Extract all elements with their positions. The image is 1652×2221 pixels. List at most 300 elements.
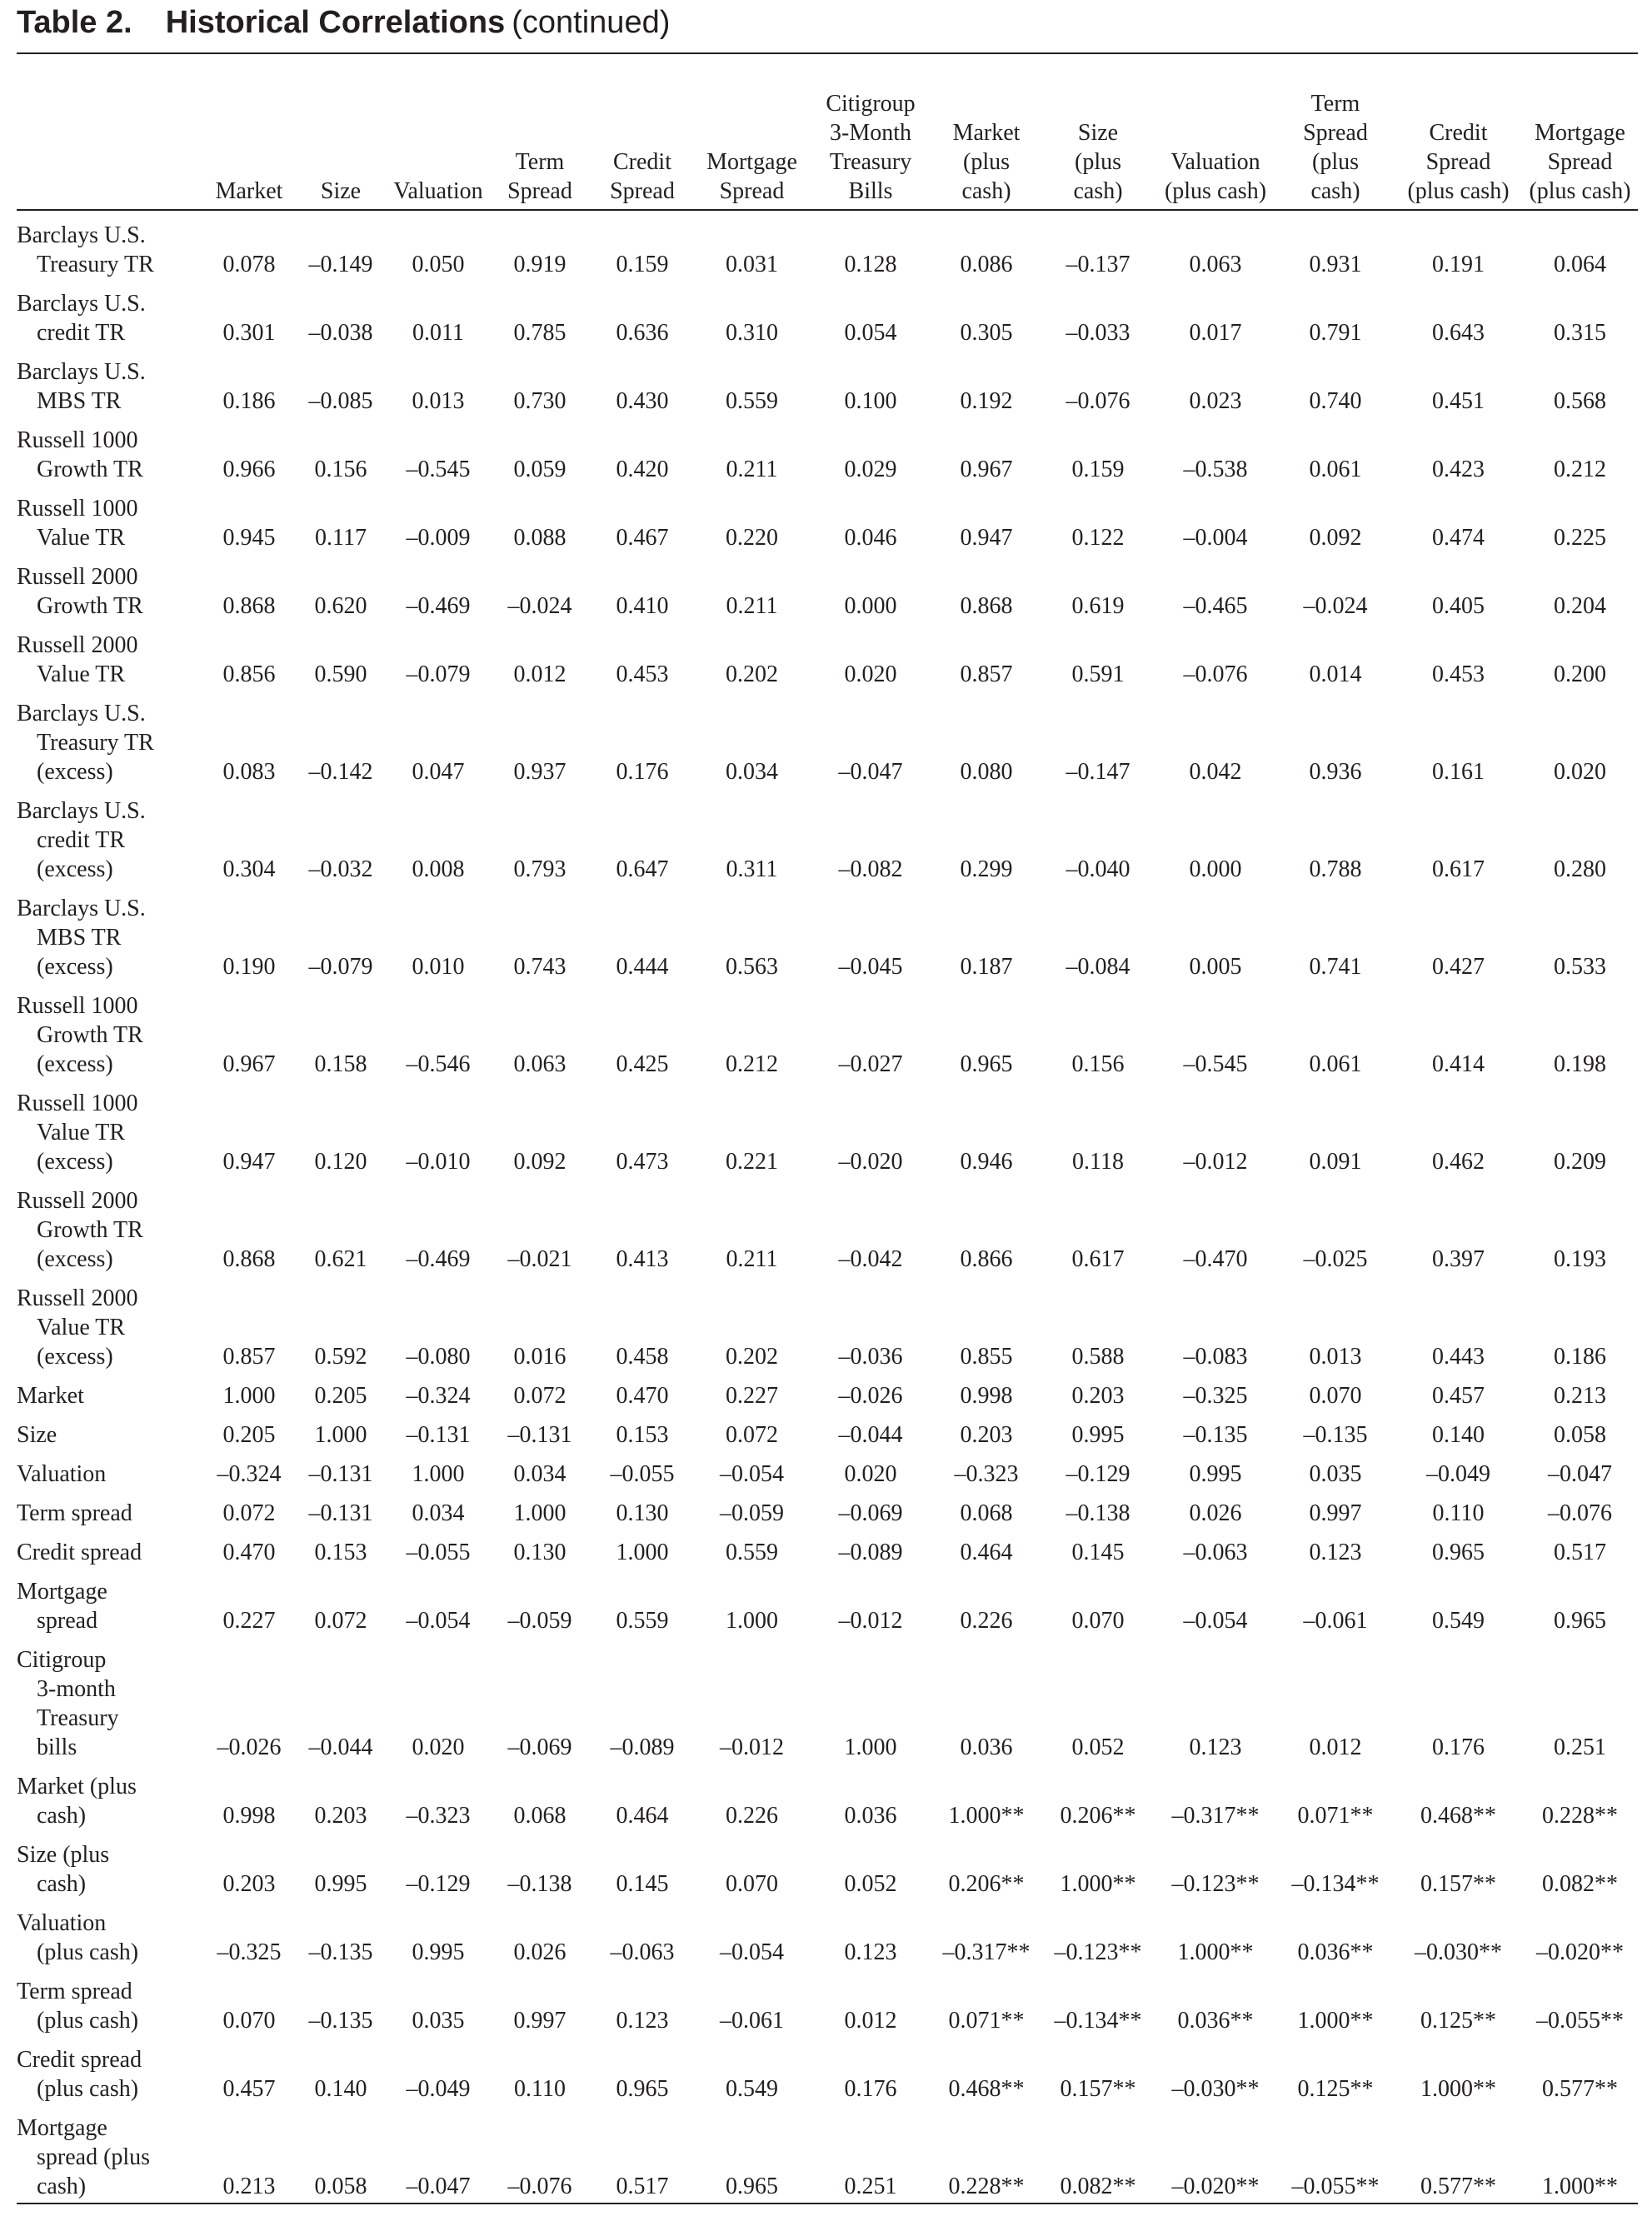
row-label: Russell 2000 Growth TR (excess) <box>17 1188 143 1272</box>
correlation-cell: –0.061 <box>1303 1608 1368 1634</box>
correlation-cell: 0.083 <box>222 759 276 785</box>
correlation-cell: 0.517 <box>591 2104 694 2204</box>
correlation-cell: –0.026 <box>838 1383 903 1409</box>
row-label: Barclays U.S. credit TR (excess) <box>17 798 146 882</box>
correlation-cell: 0.203 <box>222 1871 276 1897</box>
correlation-cell: –0.042 <box>838 1246 903 1272</box>
correlation-cell: 0.020 <box>412 1734 465 1760</box>
table-row <box>17 347 1638 416</box>
correlation-cell: 0.474 <box>1432 525 1485 551</box>
correlation-cell: 0.995 <box>314 1871 367 1897</box>
correlation-cell: 0.156 <box>314 457 367 482</box>
correlation-cell: 0.967 <box>222 1051 276 1077</box>
correlation-cell: 0.110 <box>1432 1500 1485 1526</box>
correlation-cell: –0.147 <box>1066 759 1130 785</box>
correlation-cell: 0.470 <box>222 1540 276 1565</box>
correlation-cell: –0.085 <box>308 388 373 414</box>
correlation-cell: 0.793 <box>513 856 566 882</box>
correlation-cell: 0.202 <box>726 1344 778 1370</box>
correlation-cell: 0.063 <box>1189 252 1242 277</box>
table-row <box>17 1528 1638 1567</box>
correlation-cell: 0.620 <box>314 593 367 619</box>
table-row <box>17 552 1638 621</box>
table-row <box>17 1830 1638 1899</box>
correlation-cell: –0.135 <box>308 2008 373 2034</box>
correlation-cell: –0.082 <box>838 856 903 882</box>
correlation-cell: 0.000 <box>844 593 897 619</box>
correlation-cell: 0.071** <box>1297 1803 1374 1829</box>
correlation-cell: 1.000 <box>513 1500 566 1526</box>
correlation-cell: –0.024 <box>507 593 572 619</box>
correlation-cell: –0.076 <box>489 2104 591 2204</box>
correlation-cell: 0.029 <box>844 457 897 482</box>
correlation-cell: 0.070 <box>726 1871 778 1897</box>
correlation-cell: 0.046 <box>844 525 897 551</box>
correlation-cell: 0.965 <box>694 2104 810 2204</box>
correlation-cell: 0.868 <box>222 1246 276 1272</box>
correlation-cell: 0.251 <box>1554 1734 1606 1760</box>
correlation-cell: 0.211 <box>726 593 778 619</box>
correlation-cell: 0.054 <box>844 320 897 346</box>
correlation-cell: 0.128 <box>844 252 897 277</box>
correlation-cell: 1.000** <box>1060 1871 1136 1897</box>
correlation-cell: 0.965 <box>1432 1540 1485 1565</box>
correlation-cell: 0.468** <box>1420 1803 1496 1829</box>
correlation-cell: –0.129 <box>406 1871 471 1897</box>
correlation-cell: 0.058 <box>294 2104 387 2204</box>
correlation-cell: 0.209 <box>1554 1149 1606 1175</box>
correlation-cell: –0.123** <box>1171 1871 1260 1897</box>
correlation-cell: –0.020** <box>1155 2104 1276 2204</box>
correlation-cell: 0.577** <box>1395 2104 1522 2204</box>
correlation-cell: 0.568 <box>1554 388 1606 414</box>
correlation-cell: –0.030** <box>1415 1939 1502 1965</box>
header-row <box>17 54 1638 210</box>
correlation-cell: 0.010 <box>412 954 465 980</box>
correlation-cell: –0.033 <box>1066 320 1130 346</box>
correlation-cell: 0.140 <box>1432 1422 1485 1448</box>
correlation-cell: 0.070 <box>1071 1608 1125 1634</box>
correlation-cell: 0.420 <box>616 457 669 482</box>
correlation-cell: –0.131 <box>308 1500 373 1526</box>
correlation-cell: 0.000 <box>1189 856 1242 882</box>
correlation-cell: –0.069 <box>838 1500 903 1526</box>
correlation-cell: –0.010 <box>406 1149 471 1175</box>
correlation-cell: 0.467 <box>616 525 669 551</box>
correlation-cell: 0.591 <box>1071 661 1125 687</box>
row-label: Barclays U.S. credit TR <box>17 291 146 346</box>
correlation-cell: –0.138 <box>507 1871 572 1897</box>
correlation-cell: 0.020 <box>1554 759 1606 785</box>
correlation-cell: 0.995 <box>1071 1422 1125 1448</box>
correlation-cell: 0.457 <box>222 2076 276 2102</box>
correlation-cell: 0.070 <box>222 2008 276 2034</box>
row-label: Credit spread (plus cash) <box>17 2047 142 2102</box>
correlation-cell: 0.423 <box>1432 457 1485 482</box>
correlation-cell: 0.590 <box>314 661 367 687</box>
correlation-cell: 0.204 <box>1554 593 1606 619</box>
correlation-cell: –0.047 <box>1548 1461 1612 1487</box>
correlation-cell: 0.791 <box>1309 320 1362 346</box>
correlation-cell: 0.014 <box>1309 661 1362 687</box>
correlation-cell: 0.050 <box>412 252 465 277</box>
row-label-header <box>17 54 204 210</box>
correlation-cell: 1.000** <box>1177 1939 1254 1965</box>
correlation-cell: –0.538 <box>1183 457 1248 482</box>
row-label: Size <box>17 1422 57 1448</box>
correlation-cell: 0.425 <box>616 1051 669 1077</box>
correlation-cell: 0.919 <box>513 252 566 277</box>
correlation-cell: 0.026 <box>1189 1500 1242 1526</box>
row-label: Russell 1000 Growth TR (excess) <box>17 993 143 1077</box>
correlation-cell: 0.140 <box>314 2076 367 2102</box>
correlation-cell: –0.131 <box>507 1422 572 1448</box>
correlation-cell: –0.084 <box>1066 954 1130 980</box>
correlation-cell: 0.251 <box>810 2104 931 2204</box>
correlation-cell: –0.138 <box>1066 1500 1130 1526</box>
correlation-cell: 0.176 <box>616 759 669 785</box>
correlation-cell: 0.857 <box>222 1344 276 1370</box>
column-header: Size (plus cash) <box>1041 54 1155 210</box>
correlation-cell: –0.324 <box>217 1461 282 1487</box>
correlation-cell: 0.070 <box>1309 1383 1362 1409</box>
correlation-cell: 0.206** <box>1060 1803 1136 1829</box>
correlation-cell: –0.055 <box>406 1540 471 1565</box>
correlation-cell: 0.470 <box>616 1383 669 1409</box>
table-row <box>17 2035 1638 2104</box>
correlation-cell: 0.031 <box>726 252 778 277</box>
correlation-cell: 0.008 <box>412 856 465 882</box>
row-label: Russell 2000 Value TR (excess) <box>17 1285 138 1370</box>
correlation-cell: 0.305 <box>960 320 1013 346</box>
correlation-cell: 0.013 <box>412 388 465 414</box>
correlation-cell: 0.153 <box>314 1540 367 1565</box>
correlation-cell: 0.036** <box>1177 2008 1254 2034</box>
correlation-cell: 0.034 <box>726 759 778 785</box>
correlation-cell: 0.118 <box>1072 1149 1124 1175</box>
correlation-cell: 0.947 <box>960 525 1013 551</box>
correlation-cell: 0.012 <box>513 661 566 687</box>
correlation-cell: 0.998 <box>960 1383 1013 1409</box>
correlation-cell: 0.868 <box>222 593 276 619</box>
correlation-cell: 0.058 <box>1554 1422 1606 1448</box>
correlation-cell: –0.036 <box>838 1344 903 1370</box>
correlation-cell: 0.647 <box>616 856 669 882</box>
correlation-cell: 0.936 <box>1309 759 1362 785</box>
correlation-cell: 0.410 <box>616 593 669 619</box>
correlation-cell: –0.323 <box>406 1803 471 1829</box>
correlation-cell: 0.203 <box>1071 1383 1125 1409</box>
correlation-cell: 0.740 <box>1309 388 1362 414</box>
correlation-table <box>17 54 1638 2204</box>
correlation-cell: 0.016 <box>513 1344 566 1370</box>
correlation-cell: –0.054 <box>1183 1608 1248 1634</box>
correlation-cell: 1.000** <box>1420 2076 1496 2102</box>
correlation-cell: 0.202 <box>726 661 778 687</box>
correlation-cell: 0.743 <box>513 954 566 980</box>
table-title <box>17 2 670 43</box>
column-header: Term Spread (plus cash) <box>1276 54 1395 210</box>
correlation-cell: 0.856 <box>222 661 276 687</box>
table-row <box>17 1489 1638 1528</box>
correlation-cell: –0.545 <box>406 457 471 482</box>
correlation-cell: 0.159 <box>616 252 669 277</box>
correlation-cell: 0.730 <box>513 388 566 414</box>
correlation-cell: 0.036** <box>1297 1939 1374 1965</box>
correlation-cell: 0.931 <box>1309 252 1362 277</box>
correlation-cell: 0.304 <box>222 856 276 882</box>
correlation-cell: 0.092 <box>1309 525 1362 551</box>
correlation-cell: –0.020 <box>838 1149 903 1175</box>
table-row <box>17 1274 1638 1371</box>
correlation-cell: 0.995 <box>1189 1461 1242 1487</box>
correlation-cell: –0.047 <box>387 2104 489 2204</box>
row-label: Citigroup 3-month Treasury bills <box>17 1647 119 1760</box>
correlation-cell: 0.123 <box>616 2008 669 2034</box>
correlation-cell: 0.443 <box>1432 1344 1485 1370</box>
column-header: Term Spread <box>489 54 591 210</box>
correlation-cell: 0.619 <box>1071 593 1125 619</box>
column-header: Mortgage Spread (plus cash) <box>1522 54 1638 210</box>
correlation-cell: 0.091 <box>1309 1149 1362 1175</box>
correlation-cell: 0.559 <box>726 388 778 414</box>
row-label: Russell 2000 Value TR <box>17 632 138 687</box>
correlation-cell: 0.211 <box>726 1246 778 1272</box>
correlation-cell: 0.086 <box>960 252 1013 277</box>
correlation-cell: –0.079 <box>406 661 471 687</box>
correlation-cell: 0.193 <box>1554 1246 1606 1272</box>
correlation-cell: –0.323 <box>954 1461 1019 1487</box>
correlation-cell: 0.034 <box>513 1461 566 1487</box>
correlation-cell: –0.123** <box>1054 1939 1142 1965</box>
correlation-cell: 1.000 <box>726 1608 778 1634</box>
table-row <box>17 981 1638 1079</box>
column-header: Valuation <box>387 54 489 210</box>
correlation-cell: –0.546 <box>406 1051 471 1077</box>
correlation-cell: –0.076 <box>1548 1500 1612 1526</box>
correlation-cell: 0.088 <box>513 525 566 551</box>
correlation-cell: –0.061 <box>720 2008 784 2034</box>
correlation-cell: 0.176 <box>844 2076 897 2102</box>
correlation-cell: 0.110 <box>514 2076 566 2102</box>
correlation-cell: 0.186 <box>1554 1344 1606 1370</box>
correlation-cell: 0.464 <box>960 1540 1013 1565</box>
correlation-cell: 0.643 <box>1432 320 1485 346</box>
correlation-cell: 0.013 <box>1309 1344 1362 1370</box>
correlation-cell: –0.470 <box>1183 1246 1248 1272</box>
correlation-cell: –0.469 <box>406 1246 471 1272</box>
correlation-cell: –0.009 <box>406 525 471 551</box>
column-header: Valuation (plus cash) <box>1155 54 1276 210</box>
row-label: Valuation (plus cash) <box>17 1910 139 1965</box>
table-title-suffix: (continued) <box>512 5 671 40</box>
correlation-cell: 0.563 <box>726 954 778 980</box>
table-row <box>17 416 1638 484</box>
correlation-cell: 0.017 <box>1189 320 1242 346</box>
correlation-cell: 0.035 <box>412 2008 465 2034</box>
correlation-cell: 0.965 <box>1554 1608 1606 1634</box>
correlation-cell: 0.123 <box>1309 1540 1362 1565</box>
correlation-cell: –0.044 <box>308 1734 373 1760</box>
correlation-cell: 0.157** <box>1420 1871 1496 1897</box>
correlation-cell: 0.117 <box>315 525 367 551</box>
correlation-cell: 1.000 <box>412 1461 465 1487</box>
correlation-cell: 1.000** <box>1297 2008 1374 2034</box>
correlation-cell: –0.030** <box>1171 2076 1260 2102</box>
correlation-cell: 0.080 <box>960 759 1013 785</box>
correlation-cell: 0.945 <box>222 525 276 551</box>
table-row <box>17 2104 1638 2204</box>
correlation-cell: 0.125** <box>1297 2076 1374 2102</box>
correlation-cell: –0.069 <box>507 1734 572 1760</box>
correlation-cell: 0.187 <box>960 954 1013 980</box>
correlation-cell: 0.023 <box>1189 388 1242 414</box>
correlation-cell: 0.123 <box>844 1939 897 1965</box>
correlation-cell: 0.012 <box>1309 1734 1362 1760</box>
correlation-cell: 0.213 <box>204 2104 294 2204</box>
correlation-cell: –0.026 <box>217 1734 282 1760</box>
correlation-cell: 0.130 <box>513 1540 566 1565</box>
table-title-main: Historical Correlations <box>165 5 506 40</box>
table-row <box>17 1635 1638 1762</box>
correlation-cell: –0.020** <box>1536 1939 1624 1965</box>
correlation-cell: 0.005 <box>1189 954 1242 980</box>
correlation-cell: 0.226 <box>960 1608 1013 1634</box>
correlation-cell: 0.157** <box>1060 2076 1136 2102</box>
correlation-cell: 0.310 <box>726 320 778 346</box>
correlation-cell: –0.079 <box>308 954 373 980</box>
correlation-cell: 0.061 <box>1309 1051 1362 1077</box>
correlation-cell: –0.317** <box>942 1939 1031 1965</box>
correlation-cell: 0.176 <box>1432 1734 1485 1760</box>
correlation-cell: 0.315 <box>1554 320 1606 346</box>
correlation-cell: 0.072 <box>314 1608 367 1634</box>
correlation-cell: 0.072 <box>513 1383 566 1409</box>
table-row <box>17 689 1638 786</box>
correlation-cell: –0.129 <box>1066 1461 1130 1487</box>
correlation-cell: 0.158 <box>314 1051 367 1077</box>
correlation-cell: 0.468** <box>948 2076 1025 2102</box>
correlation-cell: 0.451 <box>1432 388 1485 414</box>
correlation-cell: 0.617 <box>1432 856 1485 882</box>
correlation-cell: 0.082** <box>1542 1871 1618 1897</box>
column-header: Credit Spread (plus cash) <box>1395 54 1522 210</box>
table-row <box>17 210 1638 279</box>
correlation-cell: 0.549 <box>1432 1608 1485 1634</box>
correlation-cell: 0.301 <box>222 320 276 346</box>
correlation-cell: 0.228** <box>1542 1803 1618 1829</box>
correlation-cell: 0.997 <box>513 2008 566 2034</box>
correlation-cell: 0.785 <box>513 320 566 346</box>
correlation-cell: –0.317** <box>1171 1803 1260 1829</box>
correlation-cell: 0.413 <box>616 1246 669 1272</box>
correlation-cell: 0.588 <box>1071 1344 1125 1370</box>
correlation-cell: 0.036 <box>960 1734 1013 1760</box>
correlation-cell: 0.965 <box>960 1051 1013 1077</box>
table-row <box>17 279 1638 347</box>
correlation-cell: 0.068 <box>513 1803 566 1829</box>
correlation-cell: 0.072 <box>726 1422 778 1448</box>
table-row <box>17 621 1638 689</box>
correlation-cell: 0.161 <box>1432 759 1485 785</box>
correlation-cell: –0.012 <box>1183 1149 1248 1175</box>
correlation-cell: 0.947 <box>222 1149 276 1175</box>
correlation-cell: –0.063 <box>610 1939 675 1965</box>
correlation-cell: 0.559 <box>726 1540 778 1565</box>
correlation-cell: 0.191 <box>1432 252 1485 277</box>
correlation-cell: 0.203 <box>314 1803 367 1829</box>
row-label: Valuation <box>17 1461 107 1487</box>
correlation-cell: 0.064 <box>1554 252 1606 277</box>
correlation-cell: –0.049 <box>1426 1461 1490 1487</box>
table-row <box>17 786 1638 884</box>
correlation-cell: 0.130 <box>616 1500 669 1526</box>
correlation-cell: 0.427 <box>1432 954 1485 980</box>
correlation-cell: 0.100 <box>844 388 897 414</box>
correlation-cell: –0.004 <box>1183 525 1248 551</box>
correlation-cell: –0.076 <box>1066 388 1130 414</box>
correlation-cell: 0.473 <box>616 1149 669 1175</box>
correlation-cell: 0.034 <box>412 1500 465 1526</box>
correlation-cell: 0.212 <box>1554 457 1606 482</box>
correlation-cell: 0.186 <box>222 388 276 414</box>
table-row <box>17 484 1638 552</box>
correlation-cell: 0.092 <box>513 1149 566 1175</box>
correlation-cell: 0.145 <box>616 1871 669 1897</box>
correlation-cell: 0.052 <box>1071 1734 1125 1760</box>
correlation-cell: –0.049 <box>406 2076 471 2102</box>
correlation-cell: 0.458 <box>616 1344 669 1370</box>
correlation-cell: 0.998 <box>222 1803 276 1829</box>
correlation-cell: –0.054 <box>720 1461 784 1487</box>
correlation-cell: 0.621 <box>314 1246 367 1272</box>
correlation-cell: 0.205 <box>314 1383 367 1409</box>
correlation-cell: 0.220 <box>726 525 778 551</box>
correlation-cell: –0.142 <box>308 759 373 785</box>
correlation-cell: 0.444 <box>616 954 669 980</box>
correlation-cell: –0.325 <box>1183 1383 1248 1409</box>
correlation-cell: –0.089 <box>610 1734 675 1760</box>
table-number: Table 2. <box>17 5 132 40</box>
table-row <box>17 1899 1638 1967</box>
correlation-cell: 0.020 <box>844 1461 897 1487</box>
correlation-cell: 0.462 <box>1432 1149 1485 1175</box>
correlation-cell: 0.026 <box>513 1939 566 1965</box>
correlation-cell: –0.021 <box>507 1246 572 1272</box>
correlation-cell: –0.545 <box>1183 1051 1248 1077</box>
correlation-cell: 0.227 <box>726 1383 778 1409</box>
correlation-cell: 0.211 <box>726 457 778 482</box>
correlation-cell: 0.225 <box>1554 525 1606 551</box>
correlation-cell: 0.156 <box>1071 1051 1125 1077</box>
correlation-cell: 0.967 <box>960 457 1013 482</box>
correlation-cell: 0.120 <box>314 1149 367 1175</box>
column-header: Credit Spread <box>591 54 694 210</box>
correlation-cell: 0.997 <box>1309 1500 1362 1526</box>
correlation-cell: 0.965 <box>616 2076 669 2102</box>
correlation-cell: –0.024 <box>1303 593 1368 619</box>
correlation-cell: –0.089 <box>838 1540 903 1565</box>
correlation-cell: –0.055** <box>1276 2104 1395 2204</box>
correlation-cell: 0.577** <box>1542 2076 1618 2102</box>
table-row <box>17 1371 1638 1410</box>
row-label: Russell 2000 Growth TR <box>17 564 143 619</box>
correlation-cell: 0.226 <box>726 1803 778 1829</box>
correlation-cell: 0.020 <box>844 661 897 687</box>
correlation-cell: 1.000 <box>314 1422 367 1448</box>
correlation-cell: 0.457 <box>1432 1383 1485 1409</box>
table-row <box>17 1567 1638 1635</box>
